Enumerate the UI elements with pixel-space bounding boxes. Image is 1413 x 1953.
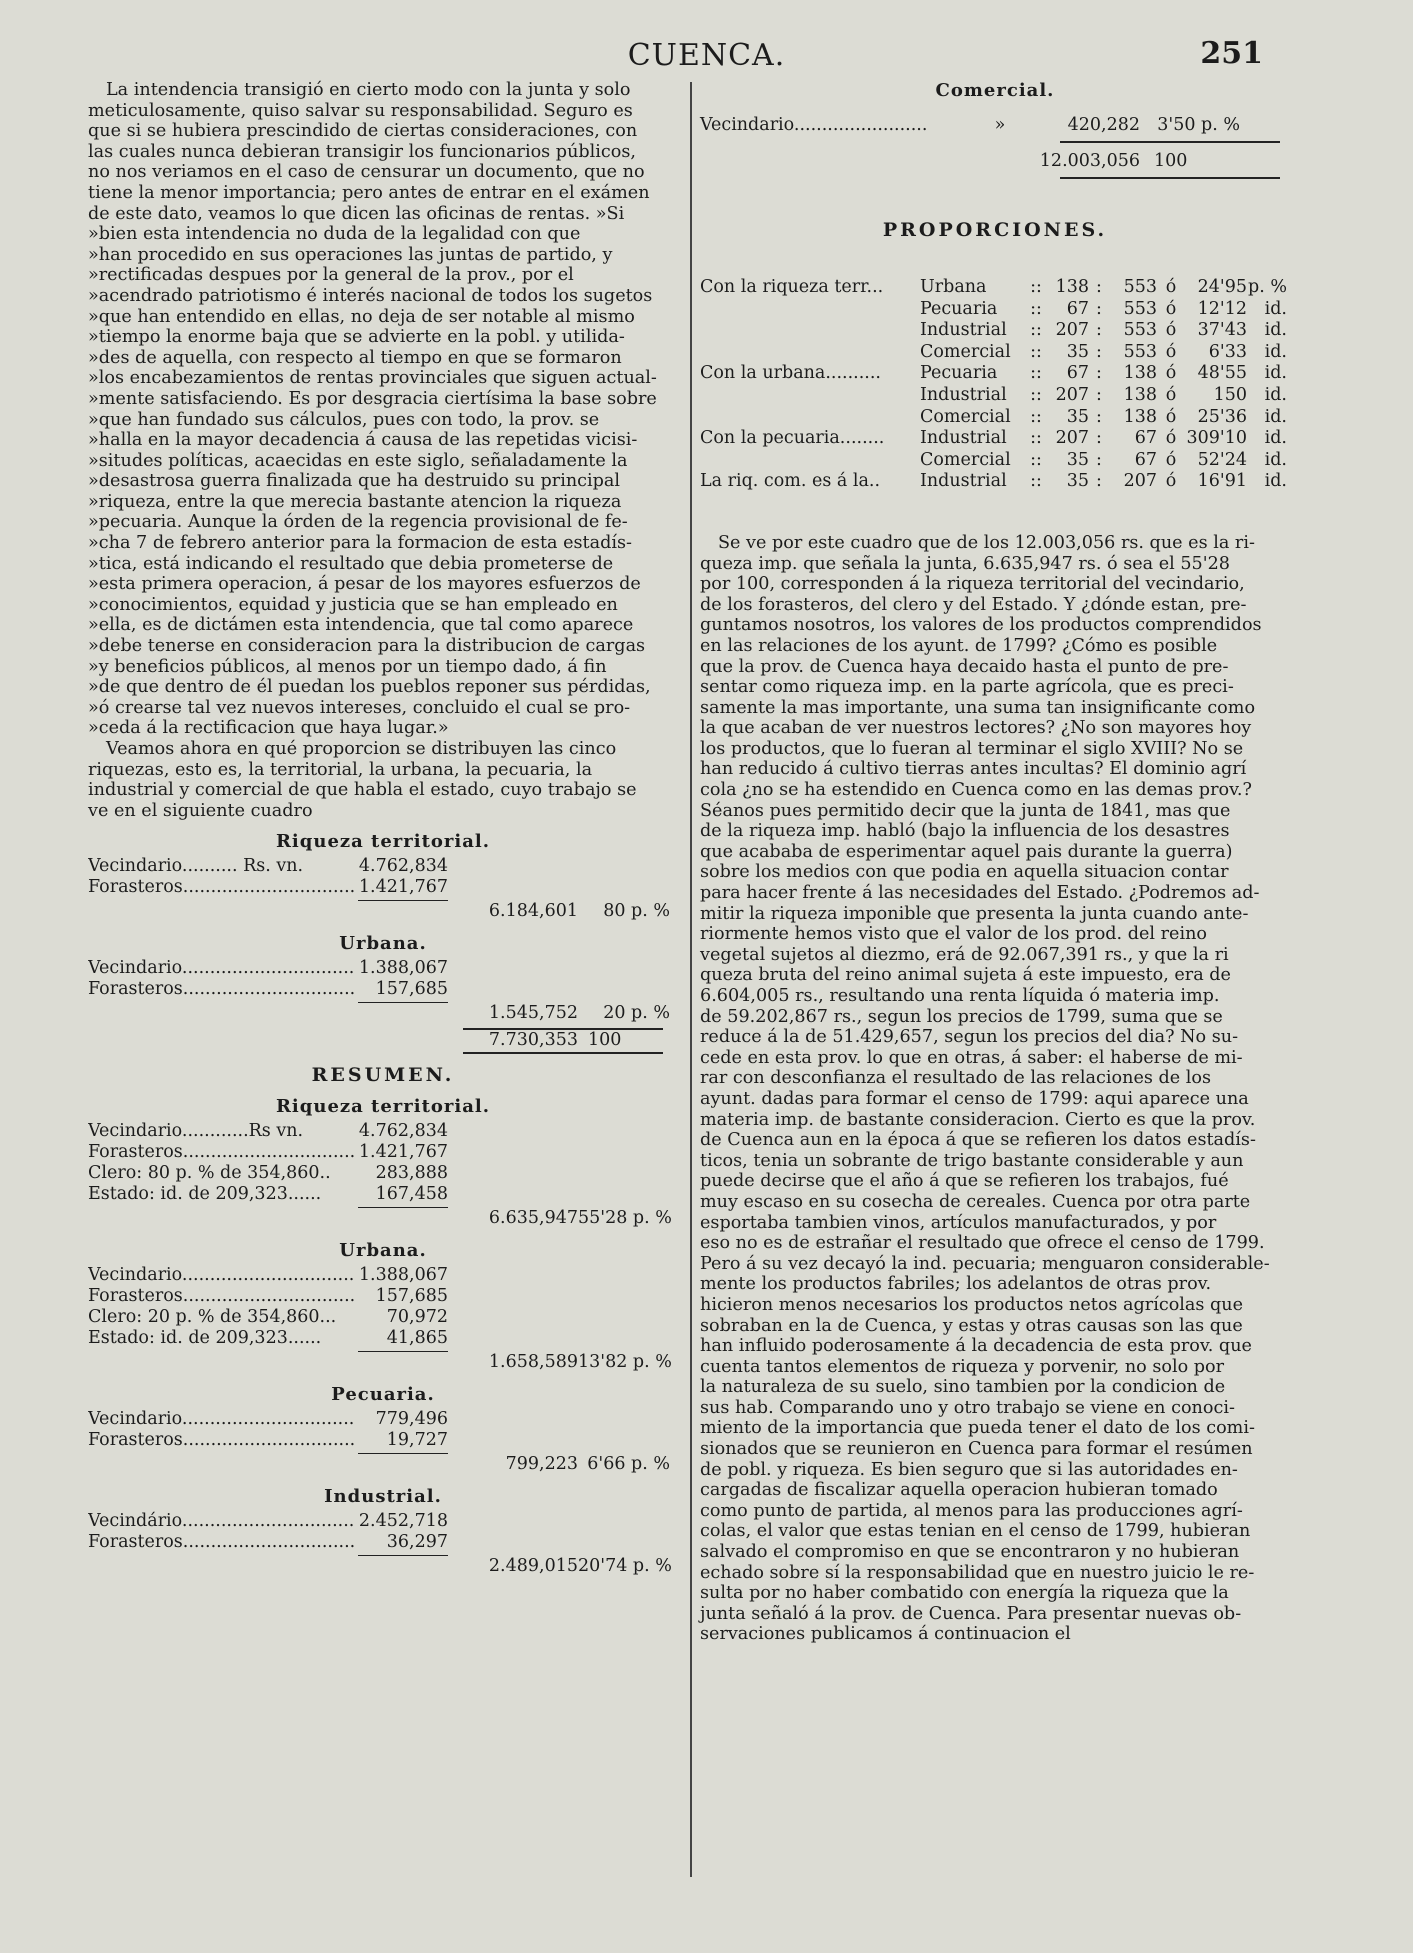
text-line: Veamos ahora en qué proporcion se distribuyen las cinco <box>106 739 617 759</box>
colon-sign: : <box>1096 406 1102 427</box>
table-row <box>700 299 1290 321</box>
sum-percent: 80 p. % <box>603 901 670 922</box>
row-percent: 12'12 <box>1197 298 1247 319</box>
text-line: por 100, corresponden á la riqueza territorial del vecindario, <box>700 574 1245 595</box>
resumen-section <box>88 1064 678 1578</box>
row-unit: id. <box>1264 406 1287 427</box>
text-line: mitir la riqueza imponible que presenta la junta cuando ante- <box>700 903 1249 924</box>
row-label: Vecindario............................... <box>88 1265 355 1286</box>
text-line: Pero á su vez decayó la ind. pecuaria; menguaron considerable- <box>700 1253 1270 1274</box>
text-line: de la riqueza imp. habló (bajo la influencia de los desastres <box>700 821 1230 842</box>
colon-sign: : <box>1096 471 1102 492</box>
table-row <box>700 407 1290 429</box>
text-line: la que acaban de ver nuestros lectores? ¿No son mayores hoy <box>700 718 1252 739</box>
ratio-sign: :: <box>1030 363 1042 384</box>
text-line: »tiempo la enorme baja que se advierte en la pobl. y utilida- <box>88 327 625 348</box>
row-label: Forasteros............................... <box>88 1286 356 1307</box>
row-unit: id. <box>1264 363 1287 384</box>
row-label: Vecindário............................... <box>88 1511 355 1532</box>
text-line: »han procedido en sus operaciones las juntas de partido, y <box>88 244 613 265</box>
row-percent: 25'36 <box>1197 406 1247 427</box>
table-row <box>88 1265 678 1286</box>
text-line: La intendencia transigió en cierto modo con la junta y solo <box>106 80 631 100</box>
row-kind: Industrial <box>920 320 1007 341</box>
row-group: Con la urbana.......... <box>700 363 881 384</box>
row-value: 1.388,067 <box>358 1265 448 1286</box>
row-numerator: 35 <box>1066 406 1089 427</box>
text-line: »rectificadas despues por la general de la prov., por el <box>88 265 574 286</box>
row-group: La riq. com. es á la.. <box>700 471 881 492</box>
row-value: 2.452,718 <box>358 1511 448 1532</box>
ratio-sign: :: <box>1030 320 1042 341</box>
text-line: cargadas de fiscalizar aquella operacion hubieran tomado <box>700 1480 1218 1501</box>
sum-row <box>88 901 678 923</box>
section-title: Pecuaria. <box>331 1384 435 1406</box>
sum-row <box>88 1352 678 1374</box>
text-line: »de que dentro de él puedan los pueblos reponer sus pérdidas, <box>88 677 651 698</box>
row-percent: 52'24 <box>1197 449 1247 470</box>
table-row <box>88 1286 678 1307</box>
table-row <box>88 1532 678 1553</box>
resumen-title: RESUMEN. <box>311 1064 455 1087</box>
text-line: eso no es de estrañar el resultado que ofrece el censo de 1799. <box>700 1233 1265 1254</box>
total-value: 7.730,353 <box>488 1030 578 1051</box>
text-line: Séanos pues permitido decir que la junta de 1841, mas que <box>700 800 1231 821</box>
text-line: tiene la menor importancia; pero antes de entrar en el exámen <box>88 182 650 203</box>
or-sign: ó <box>1165 406 1177 427</box>
colon-sign: : <box>1096 298 1102 319</box>
row-percent: 37'43 <box>1197 320 1247 341</box>
ratio-sign: :: <box>1030 471 1042 492</box>
row-value: 1.421,767 <box>358 1142 448 1163</box>
ditto-mark: » <box>994 115 1006 135</box>
text-line: mente los productos fabriles; los adelantos de otras prov. <box>700 1274 1212 1295</box>
row-label: Vecindario.......... Rs. vn. <box>88 856 304 877</box>
text-line: »tica, está indicando el resultado que debia prometerse de <box>88 553 614 574</box>
text-line: queza bruta del reino animal sujeta á este impuesto, era de <box>700 965 1231 986</box>
row-unit: id. <box>1264 320 1287 341</box>
table-row <box>88 1142 678 1163</box>
section-title: Industrial. <box>324 1486 442 1508</box>
row-kind: Pecuaria <box>920 298 998 319</box>
colon-sign: : <box>1096 277 1102 297</box>
table-riqueza-territorial <box>88 831 678 923</box>
row-label: Vecindario............................... <box>88 1409 355 1430</box>
text-line: »mente satisfaciendo. Es por desgracia ciertísima la base sobre <box>88 388 657 409</box>
proporciones-table <box>700 277 1290 493</box>
row-label: Estado: id. de 209,323...... <box>88 1328 322 1349</box>
or-sign: ó <box>1165 298 1177 319</box>
row-numerator: 67 <box>1066 298 1089 319</box>
text-line: sionados que se reunieron en Cuenca para formar el resúmen <box>700 1439 1253 1460</box>
text-line: ticos, tenia un sobrante de trigo bastante considerable y aun <box>700 1150 1244 1171</box>
row-unit: id. <box>1264 341 1287 362</box>
text-line: salvado el compromiso en que se encontraron y no hubieran <box>700 1542 1240 1563</box>
proporciones-title: PROPORCIONES. <box>882 219 1108 241</box>
sum-value: 6.635,947 <box>488 1208 578 1229</box>
row-value: 4.762,834 <box>358 1121 448 1142</box>
or-sign: ó <box>1165 384 1177 405</box>
table-row <box>700 320 1290 342</box>
row-numerator: 207 <box>1055 384 1089 405</box>
colon-sign: : <box>1096 384 1102 405</box>
text-line: reduce á la de 51.429,657, segun los precios del dia? No su- <box>700 1027 1239 1048</box>
table-row <box>700 342 1290 364</box>
colon-sign: : <box>1096 341 1102 362</box>
row-denominator: 138 <box>1123 363 1157 384</box>
text-line: sobraban en la de Cuenca, y estas y otras causas son las que <box>700 1315 1243 1336</box>
section-title: Riqueza territorial. <box>275 831 491 853</box>
section-title: Urbana. <box>339 933 427 955</box>
text-line: »que han entendido en ellas, no deja de ser notable al mismo <box>88 306 635 327</box>
row-denominator: 67 <box>1134 428 1157 449</box>
running-head: CUENCA. <box>627 38 786 73</box>
sum-row <box>88 1003 678 1025</box>
text-line: queza imp. que señala la junta, 6.635,947 rs. ó sea el 55'28 <box>700 553 1230 574</box>
text-line: ve en el siguiente cuadro <box>88 800 313 821</box>
left-column <box>88 80 678 1578</box>
total-row <box>88 1030 678 1052</box>
row-unit: id. <box>1264 298 1287 319</box>
table-row <box>88 1409 678 1430</box>
row-denominator: 138 <box>1123 384 1157 405</box>
row-percent: 24'95 <box>1197 277 1247 297</box>
sum-value: 2.489,015 <box>488 1556 578 1577</box>
colon-sign: : <box>1096 428 1102 449</box>
text-line: de pobl. y riqueza. Es bien seguro que si las autoridades en- <box>700 1459 1238 1480</box>
row-value: 4.762,834 <box>358 856 448 877</box>
row-percent: 3'50 p. % <box>1157 115 1240 135</box>
row-value: 167,458 <box>375 1184 448 1205</box>
text-line: han influido poderosamente á la decadencia de esta prov. que <box>700 1336 1252 1357</box>
ratio-sign: :: <box>1030 428 1042 449</box>
table-row <box>88 1163 678 1184</box>
section-title: Comercial. <box>935 80 1055 101</box>
text-line: vegetal sujetos al diezmo, erá de 92.067,391 rs., y que la ri <box>700 944 1229 965</box>
row-label: Vecindario........................ <box>700 115 928 135</box>
row-value: 283,888 <box>375 1163 448 1184</box>
total-under-rule <box>1060 177 1280 179</box>
text-line: »acendrado patriotismo é interés nacional de todos los sugetos <box>88 285 653 306</box>
row-numerator: 35 <box>1066 471 1089 492</box>
total-percent: 100 <box>588 1030 622 1051</box>
text-line: meticulosamente, quiso salvar su responsabilidad. Seguro es <box>88 100 633 121</box>
sum-row <box>88 1208 678 1230</box>
right-column <box>700 80 1290 1645</box>
row-numerator: 35 <box>1066 449 1089 470</box>
text-line: cola ¿no se ha estendido en Cuenca como en las demas prov.? <box>700 780 1252 801</box>
table-row <box>700 385 1290 407</box>
text-line: guntamos nosotros, los valores de los productos comprendidos <box>700 615 1262 636</box>
or-sign: ó <box>1165 341 1177 362</box>
ratio-sign: :: <box>1030 406 1042 427</box>
text-line: »los encabezamientos de rentas provinciales que siguen actual- <box>88 368 657 389</box>
row-kind: Comercial <box>920 449 1011 470</box>
row-unit: id. <box>1264 471 1287 492</box>
row-value: 70,972 <box>386 1307 448 1328</box>
text-line: muy escaso en su cosecha de cereales. Cuenca por otra parte <box>700 1191 1251 1212</box>
colon-sign: : <box>1096 363 1102 384</box>
text-line: »des de aquella, con respecto al tiempo en que se formaron <box>88 347 622 368</box>
text-line: colas, el valor que estas tenian en el censo de 1799, hubieran <box>700 1521 1251 1542</box>
table-row <box>88 1511 678 1532</box>
text-line: miento de la importancia que pueda tener el dato de los comi- <box>700 1418 1255 1439</box>
table-row <box>700 428 1290 450</box>
distribution-paragraph <box>88 739 678 821</box>
row-value: 420,282 <box>1067 115 1140 135</box>
sum-percent: 13'82 p. % <box>578 1352 672 1373</box>
table-row <box>88 877 678 898</box>
colon-sign: : <box>1096 320 1102 341</box>
table-row <box>88 1121 678 1142</box>
row-denominator: 207 <box>1123 471 1157 492</box>
row-kind: Urbana <box>920 277 987 297</box>
text-line: que si se hubiera prescindido de ciertas consideraciones, con <box>88 121 638 142</box>
row-numerator: 207 <box>1055 428 1089 449</box>
row-value: 41,865 <box>386 1328 448 1349</box>
row-label: Forasteros............................... <box>88 1142 356 1163</box>
ratio-sign: :: <box>1030 449 1042 470</box>
column-divider <box>690 82 692 1877</box>
text-line: no nos veriamos en el caso de censurar un documento, que no <box>88 162 645 183</box>
row-denominator: 138 <box>1123 406 1157 427</box>
or-sign: ó <box>1165 320 1177 341</box>
text-line: sentar como riqueza imp. en la parte agrícola, que es preci- <box>700 677 1234 698</box>
sum-value: 799,223 <box>505 1454 578 1475</box>
text-line: echado sobre sí la responsabilidad que en nuestro juicio le re- <box>700 1562 1255 1583</box>
row-value: 779,496 <box>375 1409 448 1430</box>
row-unit: id. <box>1264 428 1287 449</box>
text-line: sulta por no haber combatido con energía la riqueza que la <box>700 1583 1229 1604</box>
text-line: »ceda á la rectificacion que haya lugar.» <box>88 718 449 739</box>
table-row <box>700 450 1290 472</box>
text-line: en las relaciones de los ayunt. de 1799? ¿Cómo es posible <box>700 635 1218 656</box>
text-line: como punto de partida, al menos para las producciones agrí- <box>700 1500 1243 1521</box>
sum-percent: 20 p. % <box>603 1003 670 1024</box>
text-line: riquezas, esto es, la territorial, la urbana, la pecuaria, la <box>88 759 593 780</box>
sum-percent: 20'74 p. % <box>578 1556 672 1577</box>
text-line: de 59.202,867 rs., segun los precios de 1799, suma que se <box>700 1006 1223 1027</box>
row-denominator: 553 <box>1123 341 1157 362</box>
table-row <box>88 979 678 1000</box>
intro-paragraph <box>88 80 678 739</box>
text-line: sus hab. Comparando uno y otro trabajo se viene en conoci- <box>700 1397 1235 1418</box>
text-line: esportaba tambien vinos, artículos manufacturados, y por <box>700 1212 1217 1233</box>
table-row <box>88 958 678 979</box>
table-row <box>88 1328 678 1349</box>
table-row <box>700 115 1290 137</box>
row-label: Forasteros............................... <box>88 877 356 898</box>
total-under-rule <box>463 1052 663 1054</box>
sum-percent: 55'28 p. % <box>578 1208 672 1229</box>
text-line: 6.604,005 rs., resultando una renta líquida ó materia imp. <box>700 986 1220 1006</box>
row-kind: Comercial <box>920 406 1011 427</box>
ratio-sign: :: <box>1030 341 1042 362</box>
table-row <box>88 1307 678 1328</box>
row-label: Forasteros............................... <box>88 979 356 1000</box>
row-numerator: 138 <box>1055 277 1089 297</box>
text-line: han reducido á cultivo tierras antes incultas? El dominio agrí <box>700 759 1247 780</box>
text-line: ayunt. dadas para formar el censo de 1799: aqui aparece una <box>700 1088 1249 1109</box>
text-line: »ó crearse tal vez nuevos intereses, concluido el cual se pro- <box>88 697 631 718</box>
text-line: puede decirse que el año á que se refieren los trabajos, fué <box>700 1171 1229 1192</box>
row-group: Con la pecuaria........ <box>700 428 885 449</box>
table-urbana <box>88 933 678 1054</box>
text-line: industrial y comercial de que habla el estado, cuyo trabajo se <box>88 780 637 801</box>
text-line: de los forasteros, del clero y del Estado. Y ¿dónde estan, pre- <box>700 594 1247 615</box>
text-line: junta señaló á la prov. de Cuenca. Para presentar nuevas ob- <box>700 1603 1242 1624</box>
text-line: »cha 7 de febrero anterior para la formacion de esta estadís- <box>88 533 632 554</box>
text-line: rar con desconfianza el resultado de las relaciones de los <box>700 1068 1212 1089</box>
text-line: »debe tenerse en consideracion para la distribucion de cargas <box>88 636 646 657</box>
section-title: Riqueza territorial. <box>275 1096 491 1118</box>
text-line: »bien esta intendencia no duda de la legalidad con que <box>88 224 581 245</box>
row-label: Vecindario............................... <box>88 958 355 979</box>
row-group: Con la riqueza terr... <box>700 277 884 297</box>
or-sign: ó <box>1165 471 1177 492</box>
row-label: Estado: id. de 209,323...... <box>88 1184 322 1205</box>
or-sign: ó <box>1165 363 1177 384</box>
row-kind: Industrial <box>920 471 1007 492</box>
ratio-sign: :: <box>1030 384 1042 405</box>
text-line: »pecuaria. Aunque la órden de la regencia provisional de fe- <box>88 512 628 533</box>
row-value: 157,685 <box>375 1286 448 1307</box>
text-line: de Cuenca aun en la época á que se refieren los datos estadís- <box>700 1130 1256 1151</box>
row-numerator: 67 <box>1066 363 1089 384</box>
text-line: los productos, que lo fueran al terminar el siglo XVIII? No se <box>700 738 1244 759</box>
text-line: »ella, es de dictámen esta intendencia, que tal como aparece <box>88 615 634 636</box>
row-percent: 150 <box>1213 384 1247 405</box>
row-kind: Industrial <box>920 428 1007 449</box>
row-denominator: 553 <box>1123 277 1157 297</box>
table-row <box>88 1430 678 1451</box>
grand-total-row <box>700 151 1290 173</box>
or-sign: ó <box>1165 449 1177 470</box>
text-line: »conocimientos, equidad y justicia que se han empleado en <box>88 594 618 615</box>
sum-value: 1.658,589 <box>488 1352 578 1373</box>
row-numerator: 35 <box>1066 341 1089 362</box>
ratio-sign: :: <box>1030 277 1042 297</box>
grand-total-value: 12.003,056 <box>1039 151 1140 171</box>
text-line: cede en esta prov. lo que en otras, á saber: el haberse de mi- <box>700 1047 1243 1068</box>
sum-value: 6.184,601 <box>488 901 578 922</box>
row-kind: Industrial <box>920 384 1007 405</box>
table-row <box>700 363 1290 385</box>
row-label: Clero: 80 p. % de 354,860.. <box>88 1163 331 1184</box>
text-line: para hacer frente á las necesidades del Estado. ¿Podremos ad- <box>700 883 1260 904</box>
colon-sign: : <box>1096 449 1102 470</box>
row-denominator: 67 <box>1134 449 1157 470</box>
text-line: hicieron menos necesarios los productos netos agrícolas que <box>700 1294 1244 1315</box>
or-sign: ó <box>1165 277 1177 297</box>
text-line: las cuales nunca debieran transigir los funcionarios públicos, <box>88 141 636 162</box>
table-row <box>88 856 678 877</box>
text-line: la naturaleza de su suelo, sino tambien por la condicion de <box>700 1377 1226 1398</box>
analysis-paragraph <box>700 533 1290 1645</box>
row-label: Forasteros............................... <box>88 1532 356 1553</box>
text-line: »halla en la mayor decadencia á causa de las repetidas vicisi- <box>88 430 638 451</box>
text-line: riormente hemos visto que el valor de los prod. del reino <box>700 924 1207 945</box>
row-percent: 16'91 <box>1197 471 1247 492</box>
text-line: materia imp. de bastante consideracion. Cierto es que la prov. <box>700 1109 1256 1130</box>
sum-row <box>88 1454 678 1476</box>
row-value: 1.388,067 <box>358 958 448 979</box>
row-percent: 309'10 <box>1186 428 1247 449</box>
row-kind: Pecuaria <box>920 363 998 384</box>
row-label: Vecindario............Rs vn. <box>88 1121 304 1142</box>
text-line: de este dato, veamos lo que dicen las oficinas de rentas. »Si <box>88 203 625 224</box>
grand-total-percent: 100 <box>1154 151 1188 171</box>
row-unit: id. <box>1264 384 1287 405</box>
row-percent: 48'55 <box>1197 363 1247 384</box>
row-value: 1.421,767 <box>358 877 448 898</box>
or-sign: ó <box>1165 428 1177 449</box>
text-line: cuenta tantos elementos de riqueza y porvenir, no solo por <box>700 1356 1225 1377</box>
text-line: »que han fundado sus cálculos, pues con todo, la prov. se <box>88 409 600 430</box>
sum-value: 1.545,752 <box>488 1003 578 1024</box>
row-kind: Comercial <box>920 341 1011 362</box>
text-line: »desastrosa guerra finalizada que ha destruido su principal <box>88 471 621 492</box>
table-row <box>700 471 1290 493</box>
table-row <box>700 277 1290 299</box>
row-numerator: 207 <box>1055 320 1089 341</box>
text-line: »situdes políticas, acaecidas en este siglo, señaladamente la <box>88 450 628 471</box>
row-denominator: 553 <box>1123 298 1157 319</box>
row-denominator: 553 <box>1123 320 1157 341</box>
row-unit: id. <box>1264 449 1287 470</box>
text-line: samente la mas importante, una suma tan insignificante como <box>700 697 1256 718</box>
ratio-sign: :: <box>1030 298 1042 319</box>
row-value: 19,727 <box>386 1430 448 1451</box>
text-line: »riqueza, entre la que merecia bastante atencion la riqueza <box>88 491 622 512</box>
row-value: 157,685 <box>375 979 448 1000</box>
row-percent: 6'33 <box>1208 341 1247 362</box>
text-line: que acababa de esperimentar aquel pais durante la guerra) <box>700 841 1233 862</box>
row-label: Clero: 20 p. % de 354,860... <box>88 1307 337 1328</box>
text-line: Se ve por este cuadro que de los 12.003,056 rs. que es la ri- <box>718 532 1255 553</box>
page-number: 251 <box>1200 36 1263 71</box>
table-row <box>88 1184 678 1205</box>
text-line: »esta primera operacion, á pesar de los mayores esfuerzos de <box>88 574 641 595</box>
row-label: Forasteros............................... <box>88 1430 356 1451</box>
text-line: »y beneficios públicos, al menos por un tiempo dado, á fin <box>88 656 607 677</box>
text-line: que la prov. de Cuenca haya decaido hasta el punto de pre- <box>700 656 1229 677</box>
sum-row <box>88 1556 678 1578</box>
sum-percent: 6'66 p. % <box>587 1454 670 1475</box>
table-comercial <box>700 80 1290 179</box>
section-title: Urbana. <box>339 1240 427 1262</box>
text-line: sobre los medios con que podia en aquella situacion contar <box>700 862 1229 883</box>
text-line: servaciones publicamos á continuacion el <box>700 1624 1071 1645</box>
row-unit: p. % <box>1248 277 1287 297</box>
total-rule <box>1060 141 1280 143</box>
row-value: 36,297 <box>386 1532 448 1553</box>
